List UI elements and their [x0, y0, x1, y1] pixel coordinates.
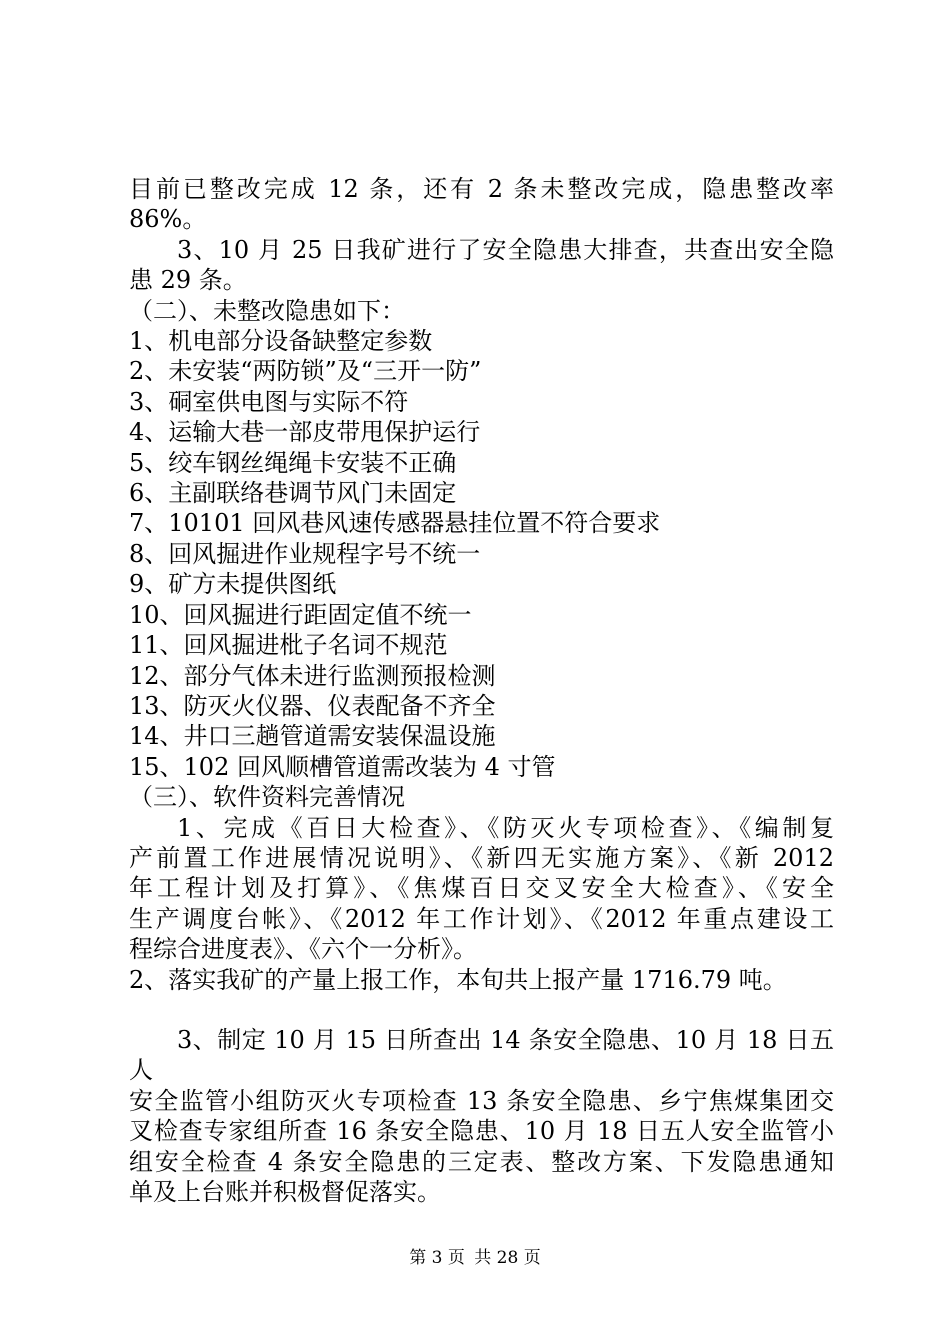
- list-item: 6、主副联络巷调节风门未固定: [129, 479, 457, 508]
- paragraph-line: 1、完成《百日大检查》、《防灭火专项检查》、《编制复: [177, 813, 834, 842]
- list-item: 1、机电部分设备缺整定参数: [129, 327, 433, 356]
- list-item: 12、部分气体未进行监测预报检测: [129, 661, 496, 690]
- list-item: 8、回风掘进作业规程字号不统一: [129, 539, 481, 568]
- paragraph-line: 单及上台账并积极督促落实。: [129, 1178, 441, 1206]
- paragraph-line: 2、落实我矿的产量上报工作，本旬共上报产量 1716.79 吨。: [129, 965, 787, 994]
- list-item: 4、运输大巷一部皮带甩保护运行: [129, 418, 481, 447]
- list-item: 2、未安装“两防锁”及“三开一防”: [129, 357, 482, 386]
- list-item: 5、绞车钢丝绳绳卡安装不正确: [129, 448, 457, 477]
- list-item: 9、矿方未提供图纸: [129, 570, 337, 599]
- hazard-list: [129, 326, 834, 782]
- list-item: 14、井口三趟管道需安装保温设施: [129, 722, 496, 751]
- document-body: [129, 174, 834, 1207]
- list-item: 15、102 回风顺槽管道需改装为 4 寸管: [129, 752, 556, 781]
- paragraph-line: 3、10 月 25 日我矿进行了安全隐患大排查，共查出安全隐: [177, 235, 834, 264]
- paragraph-line: 叉检查专家组所查 16 条安全隐患、10 月 18 日五人安全监管小: [129, 1117, 834, 1146]
- paragraph-line: 安全监管小组防灭火专项检查 13 条安全隐患、乡宁焦煤集团交: [129, 1086, 834, 1115]
- list-item: 13、防灭火仪器、仪表配备不齐全: [129, 691, 496, 720]
- paragraph-line: 86%。: [129, 205, 207, 234]
- page-total: 共 28 页: [474, 1248, 541, 1268]
- paragraph-line: 目前已整改完成 12 条，还有 2 条未整改完成，隐患整改率: [129, 175, 834, 203]
- blank-line: [129, 995, 834, 1025]
- paragraph-line: 3、制定 10 月 15 日所查出 14 条安全隐患、10 月 18 日五人: [129, 1025, 834, 1085]
- list-item: 3、硐室供电图与实际不符: [129, 387, 409, 416]
- paragraph-line: 患 29 条。: [129, 266, 247, 295]
- list-item: 10、回风掘进行距固定值不统一: [129, 600, 472, 629]
- section-heading: （二）、未整改隐患如下：: [129, 296, 405, 325]
- paragraph-line: 组安全检查 4 条安全隐患的三定表、整改方案、下发隐患通知: [129, 1147, 834, 1176]
- list-item: 11、回风掘进枇子名词不规范: [129, 631, 448, 660]
- paragraph-line: 程综合进度表》、《六个一分析》。: [129, 935, 477, 964]
- page-footer: [0, 1243, 950, 1268]
- paragraph-line: 生产调度台帐》、《2012 年工作计划》、《2012 年重点建设工: [129, 904, 834, 933]
- section-heading: （三）、软件资料完善情况: [129, 783, 405, 812]
- paragraph-line: 产前置工作进展情况说明》、《新四无实施方案》、《新 2012: [129, 843, 834, 872]
- page-number: 第 3 页: [409, 1248, 465, 1268]
- list-item: 7、10101 回风巷风速传感器悬挂位置不符合要求: [129, 509, 661, 538]
- paragraph-line: 年工程计划及打算》、《焦煤百日交叉安全大检查》、《安全: [129, 874, 834, 903]
